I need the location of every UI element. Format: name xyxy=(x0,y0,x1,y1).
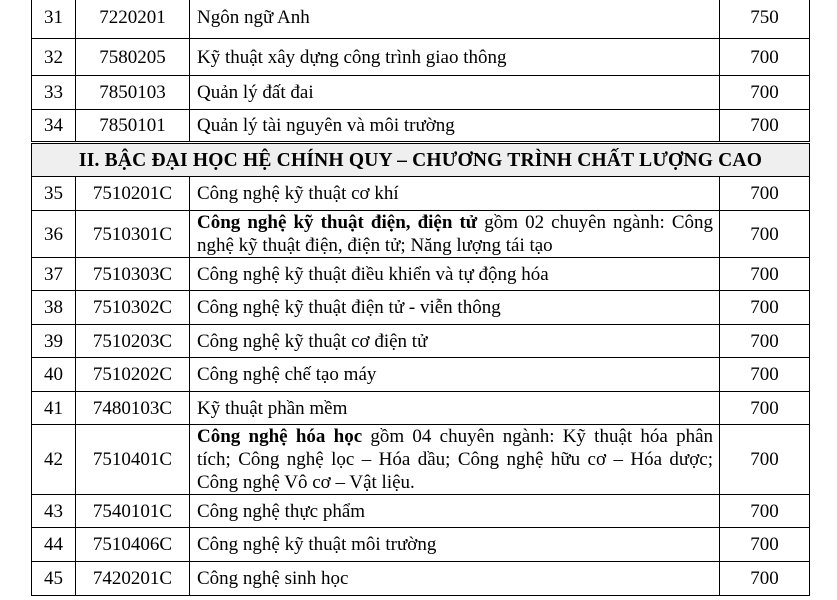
score-value: 700 xyxy=(719,392,810,424)
score-value: 700 xyxy=(719,425,810,494)
row-number: 42 xyxy=(31,425,75,494)
table-row xyxy=(31,291,810,325)
score-value: 700 xyxy=(719,76,810,109)
major-name: Công nghệ kỹ thuật môi trường xyxy=(189,528,719,561)
row-number: 36 xyxy=(31,211,75,257)
score-value: 700 xyxy=(719,358,810,391)
major-name-bold: Công nghệ hóa học xyxy=(197,426,363,447)
row-number: 39 xyxy=(31,325,75,357)
major-code: 7850103 xyxy=(75,76,189,109)
table-row xyxy=(31,76,810,110)
table-row xyxy=(31,495,810,528)
major-code: 7510302C xyxy=(75,291,189,324)
major-code: 7510303C xyxy=(75,258,189,290)
score-value: 700 xyxy=(719,528,810,561)
row-number: 41 xyxy=(31,392,75,424)
row-number: 37 xyxy=(31,258,75,290)
row-number: 38 xyxy=(31,291,75,324)
major-code: 7510401C xyxy=(75,425,189,494)
major-code: 7510201C xyxy=(75,177,189,210)
major-code: 7510202C xyxy=(75,358,189,391)
major-code: 7850101 xyxy=(75,110,189,141)
table-row xyxy=(31,258,810,291)
major-name: Công nghệ kỹ thuật cơ khí xyxy=(189,177,719,210)
section-header-row xyxy=(31,144,810,177)
major-code: 7220201 xyxy=(75,0,189,38)
major-code: 7510203C xyxy=(75,325,189,357)
table-row xyxy=(31,211,810,258)
score-value: 700 xyxy=(719,495,810,527)
major-name: Quản lý đất đai xyxy=(189,76,719,109)
score-value: 700 xyxy=(719,39,810,75)
row-number: 34 xyxy=(31,110,75,141)
major-name: Công nghệ kỹ thuật điện tử - viễn thông xyxy=(189,291,719,324)
major-name: Ngôn ngữ Anh xyxy=(189,0,719,38)
row-number: 31 xyxy=(31,0,75,38)
table-row xyxy=(31,0,810,39)
row-number: 40 xyxy=(31,358,75,391)
major-name-detail: gồm 04 chuyên ngành: Kỹ thuật hóa phân tích; Công nghệ lọc – Hóa dầu; Công nghệ hữu cơ – Hóa dược; Công nghệ Vô cơ – Vật liệu. xyxy=(197,426,714,493)
table-row xyxy=(31,325,810,358)
major-name-bold: Công nghệ kỹ thuật điện, điện tử xyxy=(197,212,478,233)
score-value: 700 xyxy=(719,177,810,210)
table-row xyxy=(31,562,810,596)
score-value: 700 xyxy=(719,258,810,290)
major-name: Quản lý tài nguyên và môi trường xyxy=(189,110,719,141)
table-row xyxy=(31,392,810,425)
major-name xyxy=(189,211,719,257)
admission-score-table xyxy=(31,0,810,596)
major-name: Kỹ thuật phần mềm xyxy=(189,392,719,424)
major-name: Công nghệ sinh học xyxy=(189,562,719,595)
major-code: 7580205 xyxy=(75,39,189,75)
major-name: Công nghệ kỹ thuật cơ điện tử xyxy=(189,325,719,357)
score-value: 700 xyxy=(719,291,810,324)
table-row xyxy=(31,177,810,211)
row-number: 44 xyxy=(31,528,75,561)
row-number: 33 xyxy=(31,76,75,109)
major-code: 7510406C xyxy=(75,528,189,561)
score-value: 700 xyxy=(719,110,810,141)
row-number: 45 xyxy=(31,562,75,595)
table-row xyxy=(31,39,810,76)
table-row xyxy=(31,528,810,562)
major-code: 7540101C xyxy=(75,495,189,527)
major-code: 7510301C xyxy=(75,211,189,257)
major-name-detail: gồm 02 chuyên ngành: Công nghệ kỹ thuật điện, điện tử; Năng lượng tái tạo xyxy=(197,212,713,256)
major-name xyxy=(189,425,719,494)
section-title: II. BẬC ĐẠI HỌC HỆ CHÍNH QUY – CHƯƠNG TRÌNH CHẤT LƯỢNG CAO xyxy=(31,144,810,176)
row-number: 43 xyxy=(31,495,75,527)
major-name: Công nghệ kỹ thuật điều khiển và tự động hóa xyxy=(189,258,719,290)
table-row xyxy=(31,110,810,144)
row-number: 35 xyxy=(31,177,75,210)
score-value: 700 xyxy=(719,211,810,257)
score-value: 700 xyxy=(719,562,810,595)
major-name: Kỹ thuật xây dựng công trình giao thông xyxy=(189,39,719,75)
score-value: 700 xyxy=(719,325,810,357)
score-value: 750 xyxy=(719,0,810,38)
row-number: 32 xyxy=(31,39,75,75)
major-code: 7480103C xyxy=(75,392,189,424)
table-row xyxy=(31,358,810,392)
major-name: Công nghệ thực phẩm xyxy=(189,495,719,527)
table-row xyxy=(31,425,810,495)
major-name: Công nghệ chế tạo máy xyxy=(189,358,719,391)
major-code: 7420201C xyxy=(75,562,189,595)
